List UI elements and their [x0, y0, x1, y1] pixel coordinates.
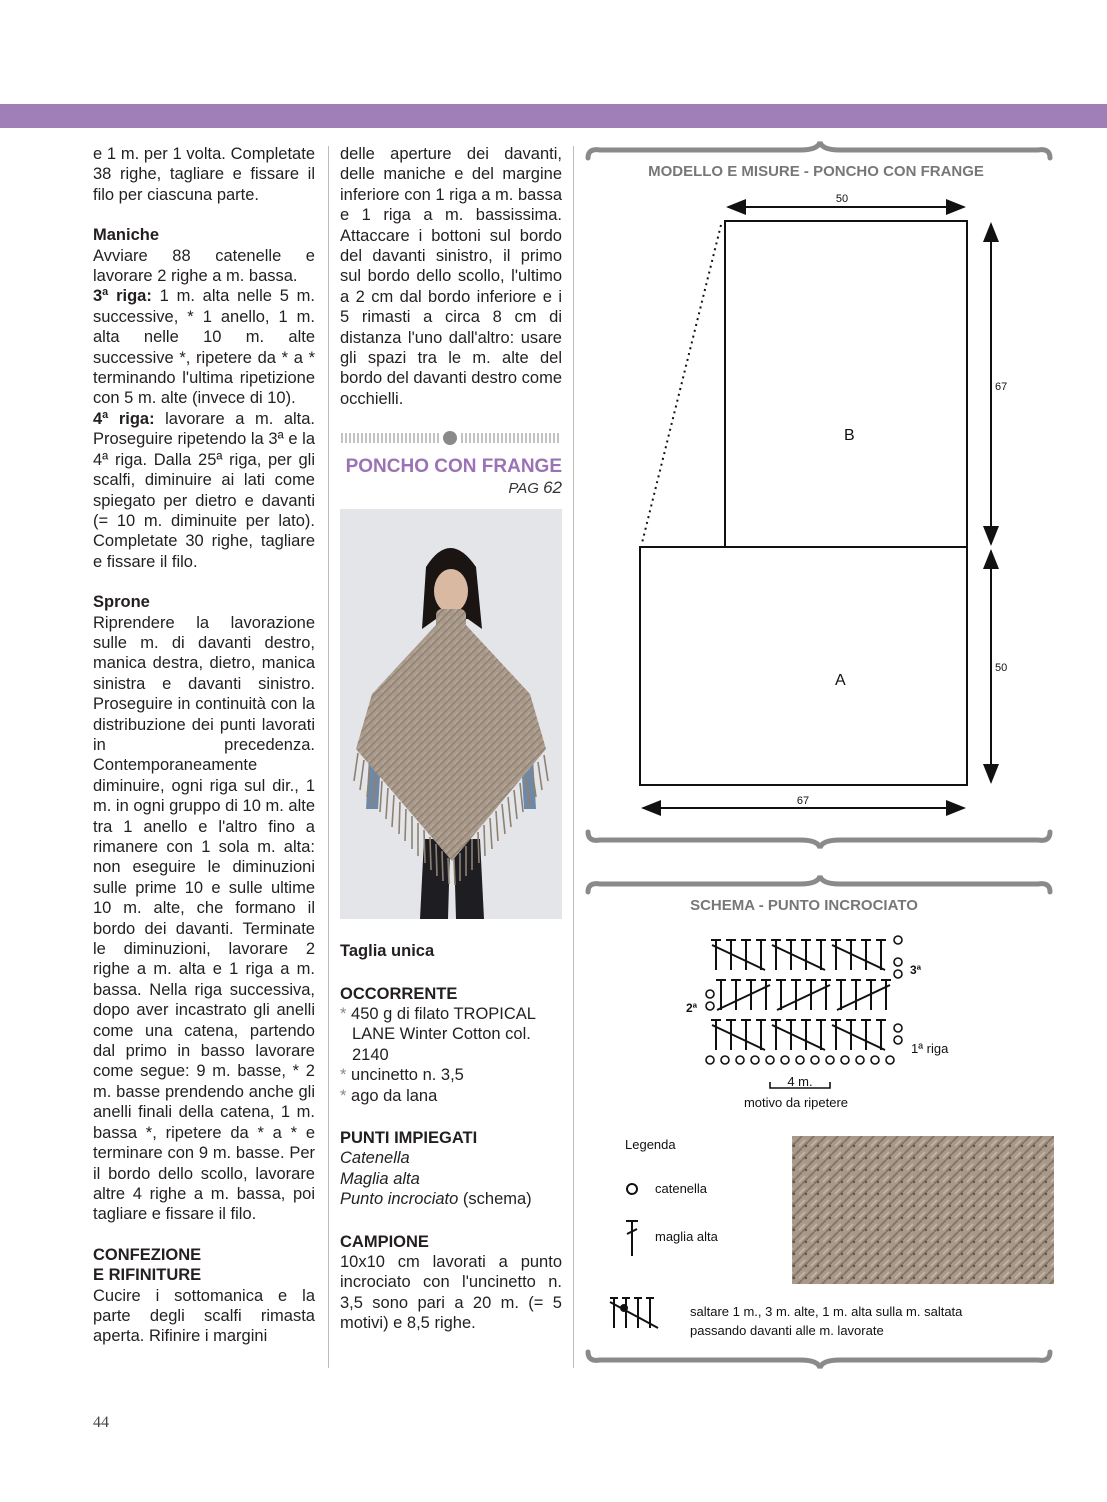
heading-maniche: Maniche: [93, 226, 160, 245]
schema-top-brace: [588, 876, 1050, 892]
legend-maglia-alta: maglia alta: [655, 1229, 718, 1244]
paragraph-finishing: delle aperture dei davanti, delle maniche e del margine inferiore con 1 riga a m. bassa e 1 riga a m. bassissima. Attaccare i bottoni sul bordo del davanti sinistro, il primo sul bordo dello scollo, l'ultimo a 2 cm dal bordo inferiore e i 5 rimasti a circa 8 cm di distanza l'uno dall'altro: usare gli spazi tra le m. alte del bordo del davanti destro come occhielli.: [340, 145, 562, 408]
paragraph-intro: e 1 m. per 1 volta. Completate 38 righe, tagliare e fissare il filo per ciascuna parte.: [93, 145, 315, 204]
decorative-divider: [340, 430, 562, 446]
fold-line: [642, 225, 721, 543]
occorrente-item: * uncinetto n. 3,5: [340, 1066, 464, 1085]
paragraph-riga3: [93, 286, 315, 408]
diagram-title: MODELLO E MISURE - PONCHO CON FRANGE: [648, 163, 984, 180]
paragraph-campione: 10x10 cm lavorati a punto incrociato con l'uncinetto n. 3,5 sono pari a 20 m. (= 5 motivi) e 8,5 righe.: [340, 1252, 562, 1333]
paragraph-sprone: Riprendere la lavorazione sulle m. di davanti destro, manica destra, dietro, manica sinistra e davanti sinistro. Proseguire in continuità con la distribuzione dei punti lavorati in precedenza. Contemporaneamente diminuire, ogni riga sul dir., 1 m. in ogni gruppo di 10 m. alte tra 1 anello e l'altro fino a rimanere con 1 sola m. alta: non eseguire le diminuzioni sulle prime 10 e sulle ultime 10 m. alte, che formano il bordo dei davanti. Terminate le diminuzioni, lavorare 2 righe a m. alta e 1 riga a m. bassa. Nella riga successiva, dopo aver incastrato gli anelli come una catena, partendo dal primo in basso lavorare come segue: 9 m. basse, * 2 m. basse prendendo anche gli anelli finali della catena, 1 m. bassa *, ripetere da * a * e terminare con 9 m. basse. Per il bordo dello scollo, lavorare altre 4 righe a m. bassa, poi tagliare e fissare il filo.: [93, 613, 315, 1224]
punti-item-3: [340, 1189, 562, 1209]
column-rule-1: [328, 146, 329, 1368]
riga3-text: 1 m. alta nelle 5 m. successive, * 1 anello, 1 m. alta nelle 10 m. alte successive *, ripetere da * a * terminando l'ultima ripetizione con 5 m. alte (invece di 10).: [93, 287, 316, 408]
schema-title: SCHEMA - PUNTO INCROCIATO: [690, 897, 918, 914]
label-b: B: [844, 427, 855, 444]
dim-right-b: 67: [995, 381, 1008, 393]
paragraph-maniche: Avviare 88 catenelle e lavorare 2 righe a m. bassa.: [93, 246, 315, 286]
punti-item-2: Maglia alta: [340, 1169, 420, 1188]
label-a: A: [835, 672, 846, 689]
occorrente-item: * ago da lana: [340, 1086, 438, 1105]
frame-bottom-brace: [588, 832, 1050, 848]
row-1-label: 1ª riga: [911, 1041, 949, 1056]
frame-top-brace: [588, 142, 1050, 158]
heading-occorrente: OCCORRENTE: [340, 984, 458, 1003]
legend-catenella: catenella: [655, 1181, 708, 1196]
riga4-label: 4ª riga:: [93, 409, 155, 428]
heading-confezione-line2: E RIFINITURE: [93, 1266, 202, 1285]
schema-bottom-brace: [588, 1352, 1050, 1368]
paragraph-riga4: [93, 409, 315, 572]
stitch-chart: [706, 936, 902, 1088]
heading-punti: PUNTI IMPIEGATI: [340, 1128, 478, 1147]
riga3-label: 3ª riga:: [93, 287, 152, 306]
diagrams-panel: [580, 140, 1060, 1380]
piece-a: [640, 547, 967, 785]
riga4-text: lavorare a m. alta. Proseguire ripetendo la 3ª e la 4ª riga. Dalla 25ª riga, per gli scalfi, diminuire ai lati come spiegato per dietro e davanti (= 10 m. diminuite per lato). Completate 30 righe, tagliare e fissare il filo.: [93, 409, 316, 571]
row-2-label: 2ª: [686, 1001, 698, 1015]
paragraph-confezione: Cucire i sottomanica e la parte degli scalfi rimasta aperta. Rifinire i margini: [93, 1286, 315, 1346]
taglia: Taglia unica: [340, 942, 435, 961]
section-title: PONCHO CON FRANGE: [345, 456, 562, 478]
cross-stitch-icon: [610, 1298, 658, 1328]
page-reference-label: PAG: [508, 479, 539, 497]
repeat-label: motivo da ripetere: [743, 1095, 849, 1110]
page-reference-number: 62: [543, 477, 562, 497]
swatch-photo: [792, 1136, 1054, 1284]
occorrente-item-1: 450 g di filato TROPICAL LANE Winter Cotton col. 2140: [351, 1004, 536, 1064]
occorrente-item-2: uncinetto n. 3,5: [351, 1066, 464, 1085]
legend-cross-line2: passando davanti alle m. lavorate: [690, 1323, 884, 1338]
occorrente-item-3: ago da lana: [351, 1086, 438, 1105]
column-rule-2: [573, 146, 574, 1368]
page-reference: [340, 478, 562, 499]
repeat-width: 4 m.: [787, 1074, 813, 1089]
dim-bottom: 67: [796, 795, 810, 807]
poncho-photo: [340, 509, 562, 919]
punti-item-3-italic: Punto incrociato: [340, 1190, 459, 1209]
punti-item-3-rest: (schema): [458, 1190, 532, 1209]
heading-confezione: [93, 1245, 315, 1286]
text-column-2: [340, 144, 562, 1334]
page-number: 44: [93, 1414, 109, 1431]
heading-campione: CAMPIONE: [340, 1232, 429, 1251]
piece-b: [725, 221, 967, 547]
dim-right-a: 50: [995, 662, 1008, 674]
text-column-1: [93, 144, 315, 1347]
catenella-icon: [627, 1184, 637, 1194]
punti-item-1: Catenella: [340, 1149, 410, 1168]
legend-cross-line1: saltare 1 m., 3 m. alte, 1 m. alta sulla m. saltata: [690, 1304, 963, 1319]
maglia-alta-icon: [626, 1221, 638, 1256]
occorrente-item: * 450 g di filato TROPICAL LANE Winter Cotton col. 2140: [340, 1004, 536, 1064]
dim-top: 50: [835, 193, 849, 205]
header-color-band: [0, 104, 1107, 128]
row-3-label: 3ª: [910, 963, 922, 977]
heading-confezione-line1: CONFEZIONE: [93, 1245, 202, 1264]
heading-sprone: Sprone: [93, 593, 150, 612]
legend-title: Legenda: [625, 1137, 676, 1152]
